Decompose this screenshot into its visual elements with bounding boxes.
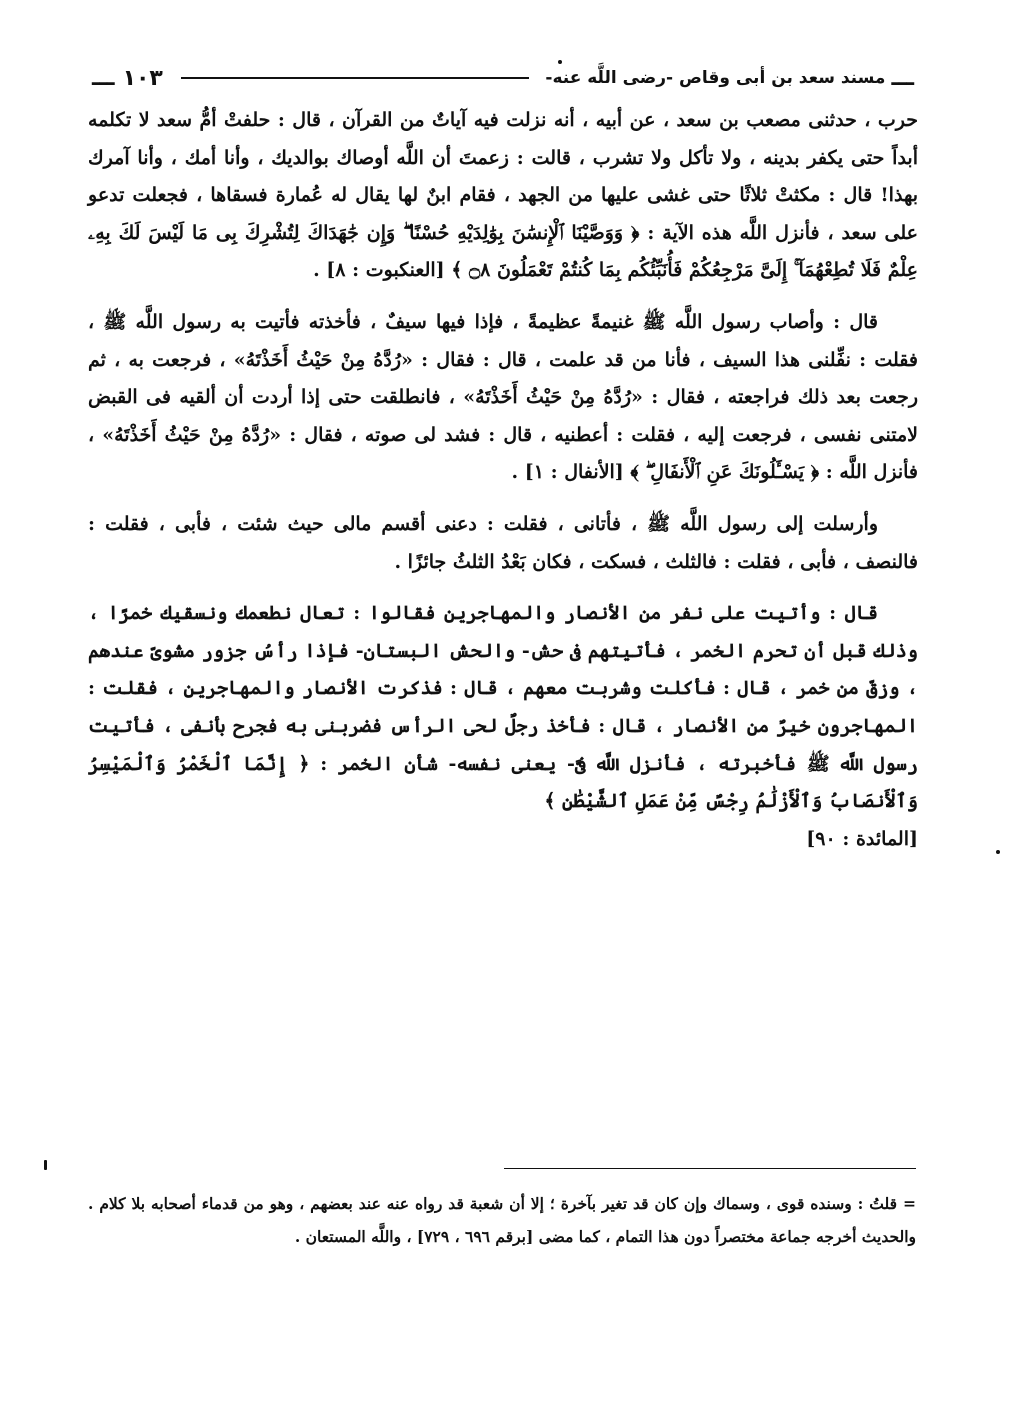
- header-dash-left: ـــ: [92, 65, 115, 91]
- header-rule: [181, 77, 530, 79]
- running-header: [92, 58, 914, 98]
- speck-mark: [558, 60, 562, 64]
- footnote-text: = قلتُ : وسنده قوى ، وسماك وإن كان قد تغير بآخرة ؛ إلا أن شعبة قد رواه عنه عند بعضهم ، وهو من قدماء أصحابه بلا كلام . والحديث أخرجه جماعة مختصراً دون هذا التمام ، كما مضى [برقم ٦٩٦ ، ٧٢٩] ، واللَّه المستعان .: [88, 1194, 916, 1246]
- header-dash-right: ـــ: [891, 65, 914, 91]
- main-text: [88, 102, 918, 858]
- header-title: مسند سعد بن أبى وقاص -رضى اللَّه عنه-: [545, 68, 886, 88]
- paragraph: قال : وأتيت على نفر من الأنصار والمهاجرين فقالوا : تعال نطعمك ونسقيك خمرًا ، وذلك قبل أن تحرم الخمر ، فأتيتهم فى حش- والحش البستان- فإذا رأسُ جزور مشوىّ عندهم ، وزقّ من خمر ، قال : فأكلت وشربت معهم ، قال : فذكرت الأنصار والمهاجرين ، فقلت : المهاجرون خيرٌ من الأنصار ، قال : فأخذ رجلٌ لحى الرأس فضربنى به فجرح بأنفى ، فأتيت رسول اللَّه ﷺ فأخبرته ، فأنزل اللَّه فىَّ- يعنى نفسه- شأن الخمر : ﴿ إِنَّمَا ٱلْخَمْرُ وَٱلْمَيْسِرُ وَٱلْأَنصَابُ وَٱلْأَزْلَٰمُ رِجْسٌ مِّنْ عَمَلِ ٱلشَّيْطَٰنِ ﴾: [88, 602, 918, 813]
- speck-mark: [44, 1160, 47, 1170]
- speck-mark: [996, 850, 1000, 854]
- quran-reference: [المائدة : ٩٠]: [806, 827, 918, 850]
- paragraph: حرب ، حدثنى مصعب بن سعد ، عن أبيه ، أنه نزلت فيه آياتٌ من القرآن ، قال : حلفتْ أمُّ سعد لا تكلمه أبداً حتى يكفر بدينه ، ولا تأكل ولا تشرب ، قالت : زعمتَ أن اللَّه أوصاك بوالديك ، وأنا أمك ، وأنا آمرك بهذا! قال : مكثتْ ثلاثًا حتى غشى عليها من الجهد ، فقام ابنٌ لها يقال له عُمارة فسقاها ، فجعلت تدعو على سعد ، فأنزل اللَّه هذه الآية : ﴿ وَوَصَّيْنَا ٱلْإِنسَٰنَ بِوَٰلِدَيْهِ حُسْنًا ۖ وَإِن جَٰهَدَاكَ لِتُشْرِكَ بِى مَا لَيْسَ لَكَ بِهِۦ عِلْمٌ فَلَا تُطِعْهُمَآ ۚ إِلَىَّ مَرْجِعُكُمْ فَأُنَبِّئُكُم بِمَا كُنتُمْ تَعْمَلُونَ ۝٨ ﴾ [العنكبوت : ٨] .: [88, 109, 918, 282]
- footnote-separator: [504, 1168, 916, 1169]
- footnote: [88, 1187, 916, 1253]
- paragraph: وأرسلت إلى رسول اللَّه ﷺ ، فأتانى ، فقلت : دعنى أقسم مالى حيث شئت ، فأبى ، فقلت : فالنصف ، فأبى ، فقلت : فالثلث ، فسكت ، فكان بَعْدُ الثلثُ جائزًا .: [88, 512, 918, 573]
- page-number: ١٠٣: [122, 65, 163, 91]
- paragraph: قال : وأصاب رسول اللَّه ﷺ غنيمةً عظيمةً ، فإذا فيها سيفٌ ، فأخذته فأتيت به رسول اللَّه ﷺ ، فقلت : نفِّلنى هذا السيف ، فأنا من قد علمت ، قال : فقال : «رُدَّهُ مِنْ حَيْثُ أَخَذْتَهُ» ، فرجعت به ، ثم رجعت بعد ذلك فراجعته ، فقال : «رُدَّهُ مِنْ حَيْثُ أَخَذْتَهُ» ، فانطلقت حتى إذا أردت أن ألقيه فى القبض لامتنى نفسى ، فرجعت إليه ، فقلت : أعطنيه ، قال : فشد لى صوته ، فقال : «رُدَّهُ مِنْ حَيْثُ أَخَذْتَهُ» ، فأنزل اللَّه : ﴿ يَسْـَٔلُونَكَ عَنِ ٱلْأَنفَالِ ۖ ﴾ [الأنفال : ١] .: [88, 310, 918, 484]
